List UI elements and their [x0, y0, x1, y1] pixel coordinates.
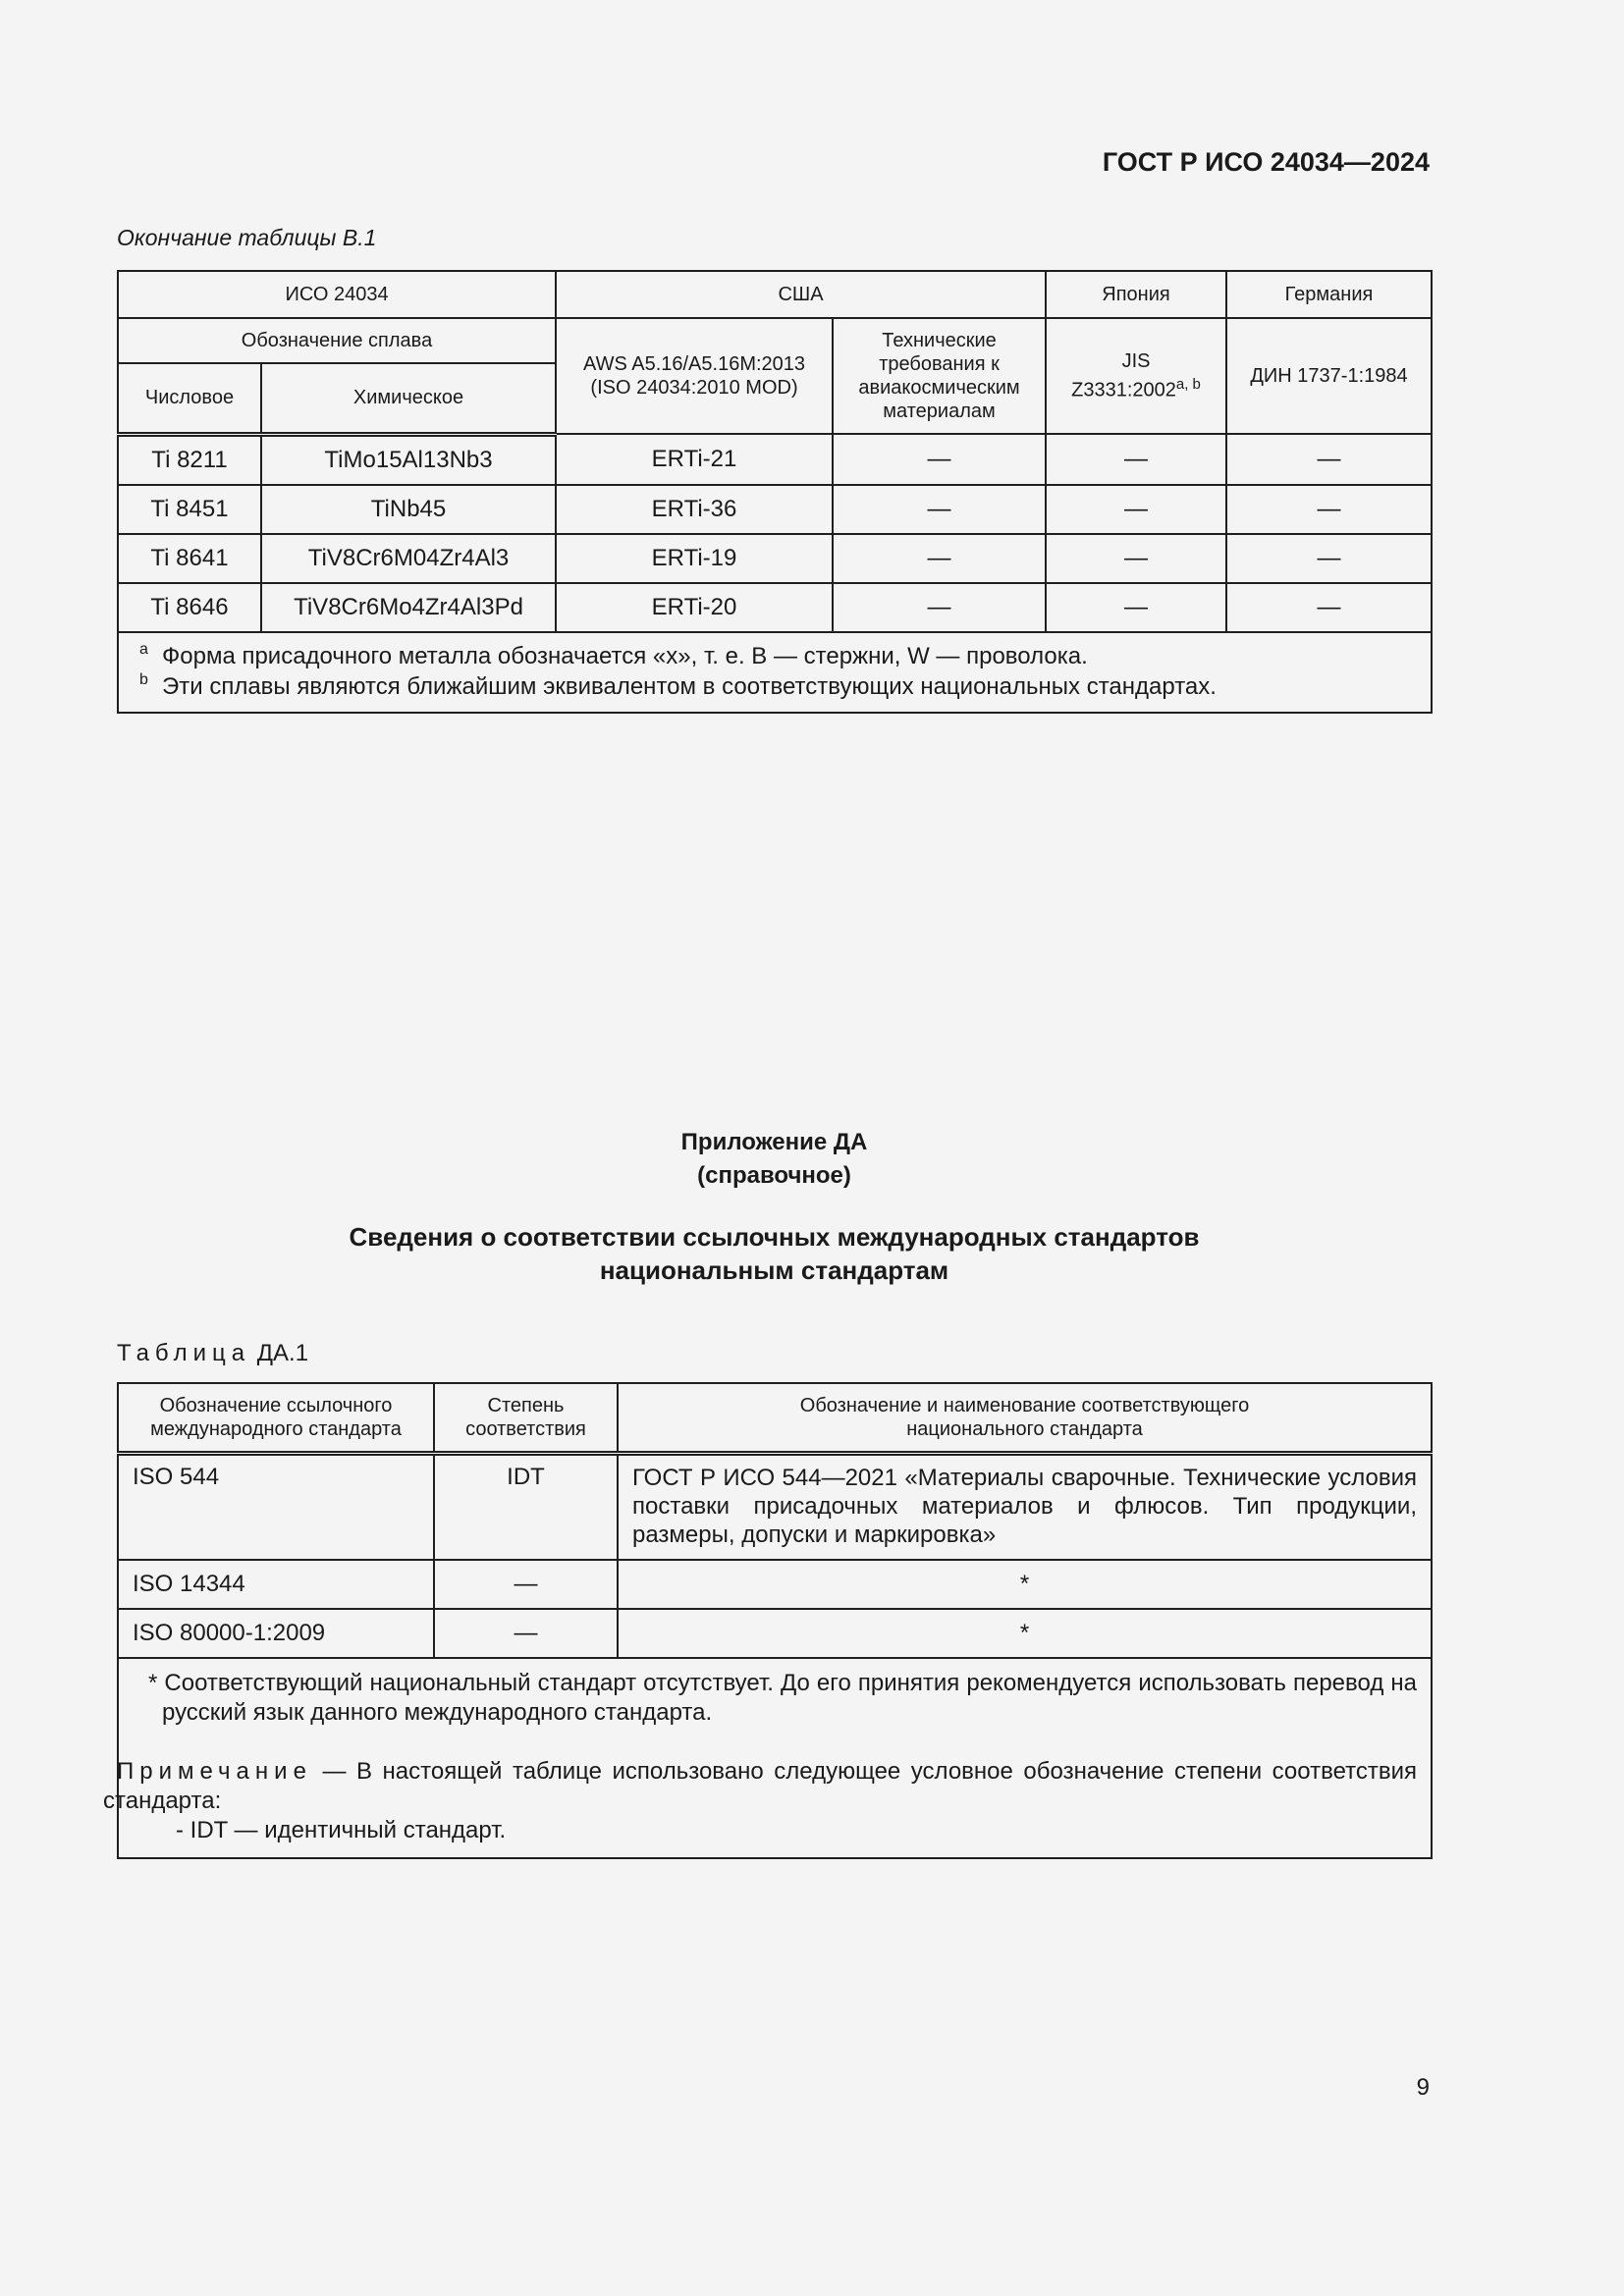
footnote-a-mark: a: [139, 640, 148, 658]
cell-standard: ISO 544: [118, 1454, 434, 1560]
table-row: [118, 583, 1432, 632]
header-col2-line1: Степень: [487, 1395, 565, 1416]
cell-jis: —: [1046, 583, 1226, 632]
cell-aws: ERTi-19: [556, 534, 833, 583]
header-din: ДИН 1737-1:1984: [1226, 318, 1432, 434]
header-col3-line2: национального стандарта: [906, 1418, 1143, 1440]
header-col1-line2: международного стандарта: [150, 1418, 402, 1440]
header-reference-standard: [118, 1383, 434, 1454]
cell-jis: —: [1046, 534, 1226, 583]
table-row: [118, 1454, 1432, 1560]
cell-chemical: TiNb45: [261, 485, 556, 534]
cell-chemical: TiV8Cr6Mo4Zr4Al3Pd: [261, 583, 556, 632]
footnote-b-text: Эти сплавы являются ближайшим эквивалентом в соответствующих национальных стандартах.: [162, 672, 1217, 700]
footnote-star: * Соответствующий национальный стандарт отсутствует. До его принятия рекомендуется использовать перевод на русский язык данного международного стандарта.: [148, 1669, 1417, 1726]
document-header: ГОСТ Р ИСО 24034—2024: [1102, 147, 1430, 177]
cell-tech: —: [833, 534, 1046, 583]
header-col3-line1: Обозначение и наименование соответствующего: [799, 1395, 1250, 1416]
cell-din: —: [1226, 534, 1432, 583]
table-b1-footnotes: [118, 632, 1432, 713]
annex-heading-line2: национальным стандартам: [599, 1255, 949, 1285]
table-b1: [117, 270, 1433, 714]
cell-aws: ERTi-20: [556, 583, 833, 632]
annex-title: Приложение ДА: [680, 1129, 868, 1155]
cell-standard: ISO 80000-1:2009: [118, 1609, 434, 1658]
note: [103, 1757, 1417, 1816]
annex-kind: (справочное): [697, 1162, 851, 1189]
header-tech-line3: авиакосмическим: [858, 377, 1020, 399]
cell-chemical: TiV8Cr6M04Zr4Al3: [261, 534, 556, 583]
note-item: - IDT — идентичный стандарт.: [176, 1816, 507, 1843]
cell-standard: ISO 14344: [118, 1560, 434, 1609]
header-col2-line2: соответствия: [465, 1418, 586, 1440]
cell-numeric: Ti 8451: [118, 485, 261, 534]
note-label: Примечание: [117, 1757, 312, 1785]
header-tech-line1: Технические: [882, 330, 997, 351]
header-aws-line2: (ISO 24034:2010 MOD): [590, 377, 798, 399]
header-iso: ИСО 24034: [118, 271, 556, 318]
table-da1-caption-num: ДА.1: [256, 1340, 309, 1366]
header-japan: Япония: [1046, 271, 1226, 318]
table-da1-caption: [117, 1340, 308, 1367]
cell-numeric: Ti 8211: [118, 434, 261, 485]
cell-degree: —: [434, 1560, 618, 1609]
cell-din: —: [1226, 434, 1432, 485]
cell-national: *: [618, 1560, 1432, 1609]
cell-jis: —: [1046, 485, 1226, 534]
table-row: [118, 1609, 1432, 1658]
annex-heading-line1: Сведения о соответствии ссылочных международных стандартов: [349, 1222, 1200, 1252]
footnote-a: [139, 640, 1419, 671]
header-jis-sup: a, b: [1175, 376, 1201, 394]
header-jis-line2: Z3331:2002$^{a, b}$: [1071, 376, 1201, 401]
page-number: 9: [1416, 2074, 1430, 2101]
table-b1-caption: Окончание таблицы В.1: [117, 225, 377, 250]
table-row: [118, 485, 1432, 534]
header-jis: [1046, 318, 1226, 434]
header-aws: [556, 318, 833, 434]
footnote-a-text: Форма присадочного металла обозначается «x», т. е. B — стержни, W — проволока.: [162, 642, 1088, 669]
table-da1: [103, 1382, 1433, 1859]
cell-chemical: TiMo15Al13Nb3: [261, 434, 556, 485]
header-usa: США: [556, 271, 1046, 318]
header-germany: Германия: [1226, 271, 1432, 318]
cell-aws: ERTi-21: [556, 434, 833, 485]
cell-national: *: [618, 1609, 1432, 1658]
header-numeric: Числовое: [118, 363, 261, 434]
cell-numeric: Ti 8641: [118, 534, 261, 583]
table-row: [118, 534, 1432, 583]
table-da1-caption-word: Таблица: [117, 1340, 251, 1366]
header-chemical: Химическое: [261, 363, 556, 434]
cell-numeric: Ti 8646: [118, 583, 261, 632]
table-row: [118, 1560, 1432, 1609]
table-row: [118, 434, 1432, 485]
cell-tech: —: [833, 434, 1046, 485]
header-col1-line1: Обозначение ссылочного: [159, 1395, 393, 1416]
cell-tech: —: [833, 485, 1046, 534]
note-text: — В настоящей таблице использовано следующее условное обозначение степени соответствия стандарта:: [103, 1757, 1417, 1814]
header-aws-line1: AWS A5.16/A5.16M:2013: [582, 353, 806, 375]
cell-aws: ERTi-36: [556, 485, 833, 534]
cell-tech: —: [833, 583, 1046, 632]
header-degree: [434, 1383, 618, 1454]
cell-national: ГОСТ Р ИСО 544—2021 «Материалы сварочные. Технические условия поставки присадочных материалов и флюсов. Тип продукции, размеры, допуски и маркировка»: [618, 1454, 1432, 1560]
footnote-b: [139, 670, 1419, 702]
header-jis-line1: JIS: [1121, 350, 1151, 373]
footnote-b-mark: b: [139, 670, 148, 688]
header-national-standard: [618, 1383, 1432, 1454]
cell-degree: IDT: [434, 1454, 618, 1560]
cell-jis: —: [1046, 434, 1226, 485]
cell-din: —: [1226, 485, 1432, 534]
header-tech: [833, 318, 1046, 434]
cell-degree: —: [434, 1609, 618, 1658]
cell-din: —: [1226, 583, 1432, 632]
header-alloy-designation: Обозначение сплава: [118, 318, 556, 363]
header-tech-line2: требования к: [879, 353, 1000, 375]
header-tech-line4: материалам: [883, 400, 996, 422]
table-da1-footnotes: [118, 1658, 1432, 1858]
